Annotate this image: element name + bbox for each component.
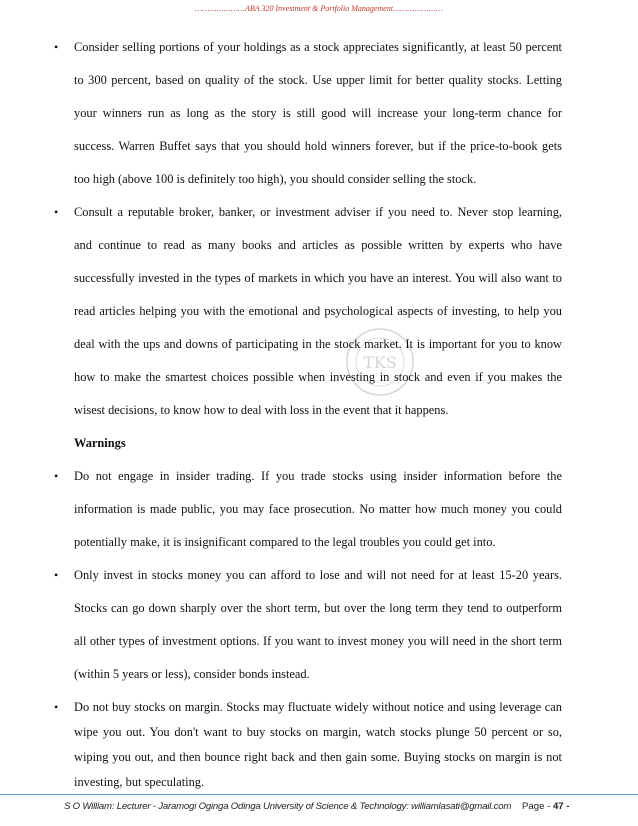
footer-page-number [522, 801, 569, 812]
paragraph-line: information is made public, you may face prosecution. No matter how much money you could [74, 502, 562, 516]
paragraph-line: potentially make, it is insignificant compared to the legal troubles you could get into. [74, 535, 496, 549]
paragraph-line: wiping you out, and then bounce right back and then gain some. Buying stocks on margin is not [74, 750, 562, 764]
paragraph-line: all other types of investment options. If you want to invest money you will need in the short term [74, 634, 562, 648]
page-number: 47 [552, 801, 564, 812]
footer-author: S O William: Lecturer - Jaramogi Oginga Odinga University of Science & Technology: williamlasati@gmail.com [64, 801, 512, 812]
page-prefix: Page - [522, 801, 553, 812]
bullet-marker: • [54, 700, 59, 714]
bullet-marker: • [54, 469, 59, 483]
paragraph-line: success. Warren Buffet says that you should hold winners forever, but if the price-to-book gets [74, 139, 562, 153]
page-header: …………………ABA 320 Investment & Portfolio Management………………… [195, 4, 443, 13]
paragraph-line: Stocks can go down sharply over the short term, but over the long term they tend to outperform [74, 601, 562, 615]
paragraph-line: how to make the smartest choices possible when investing in stock and even if you makes the [74, 370, 562, 384]
paragraph-line: to 300 percent, based on quality of the stock. Use upper limit for better quality stocks. Letting [74, 73, 562, 87]
paragraph-line: too high (above 100 is definitely too high), you should consider selling the stock. [74, 172, 477, 186]
paragraph-line: Do not buy stocks on margin. Stocks may fluctuate widely without notice and using leverage can [74, 700, 562, 714]
bullet-marker: • [54, 205, 59, 219]
paragraph-line: Do not engage in insider trading. If you trade stocks using insider information before the [74, 469, 562, 483]
paragraph-line: Consult a reputable broker, banker, or investment adviser if you need to. Never stop learning, [74, 205, 562, 219]
footer-rule [0, 794, 638, 795]
page-suffix: - [563, 801, 570, 812]
paragraph-line: and continue to read as many books and articles as possible written by experts who have [74, 238, 562, 252]
paragraph-line: investing, but speculating. [74, 775, 205, 789]
bullet-marker: • [54, 568, 59, 582]
watermark-monogram: TKS [363, 353, 397, 372]
paragraph-line: your winners run as long as the story is still good will increase your long-term chance for [74, 106, 562, 120]
paragraph-line: wipe you out. You don't want to buy stocks on margin, watch stocks plunge 50 percent or so, [74, 725, 562, 739]
paragraph-line: (within 5 years or less), consider bonds instead. [74, 667, 310, 681]
paragraph-line: read articles helping you with the emotional and psychological aspects of investing, to help you [74, 304, 562, 318]
paragraph-line: successfully invested in the types of markets in which you have an interest. You will also want to [74, 271, 562, 285]
paragraph-line: Consider selling portions of your holdings as a stock appreciates significantly, at least 50 percent [74, 40, 562, 54]
paragraph-line: deal with the ups and downs of participating in the stock market. It is important for you to know [74, 337, 562, 351]
warnings-heading: Warnings [74, 436, 126, 450]
paragraph-line: wisest decisions, to know how to deal with loss in the event that it happens. [74, 403, 449, 417]
bullet-marker: • [54, 40, 59, 54]
paragraph-line: Only invest in stocks money you can afford to lose and will not need for at least 15-20 years. [74, 568, 562, 582]
